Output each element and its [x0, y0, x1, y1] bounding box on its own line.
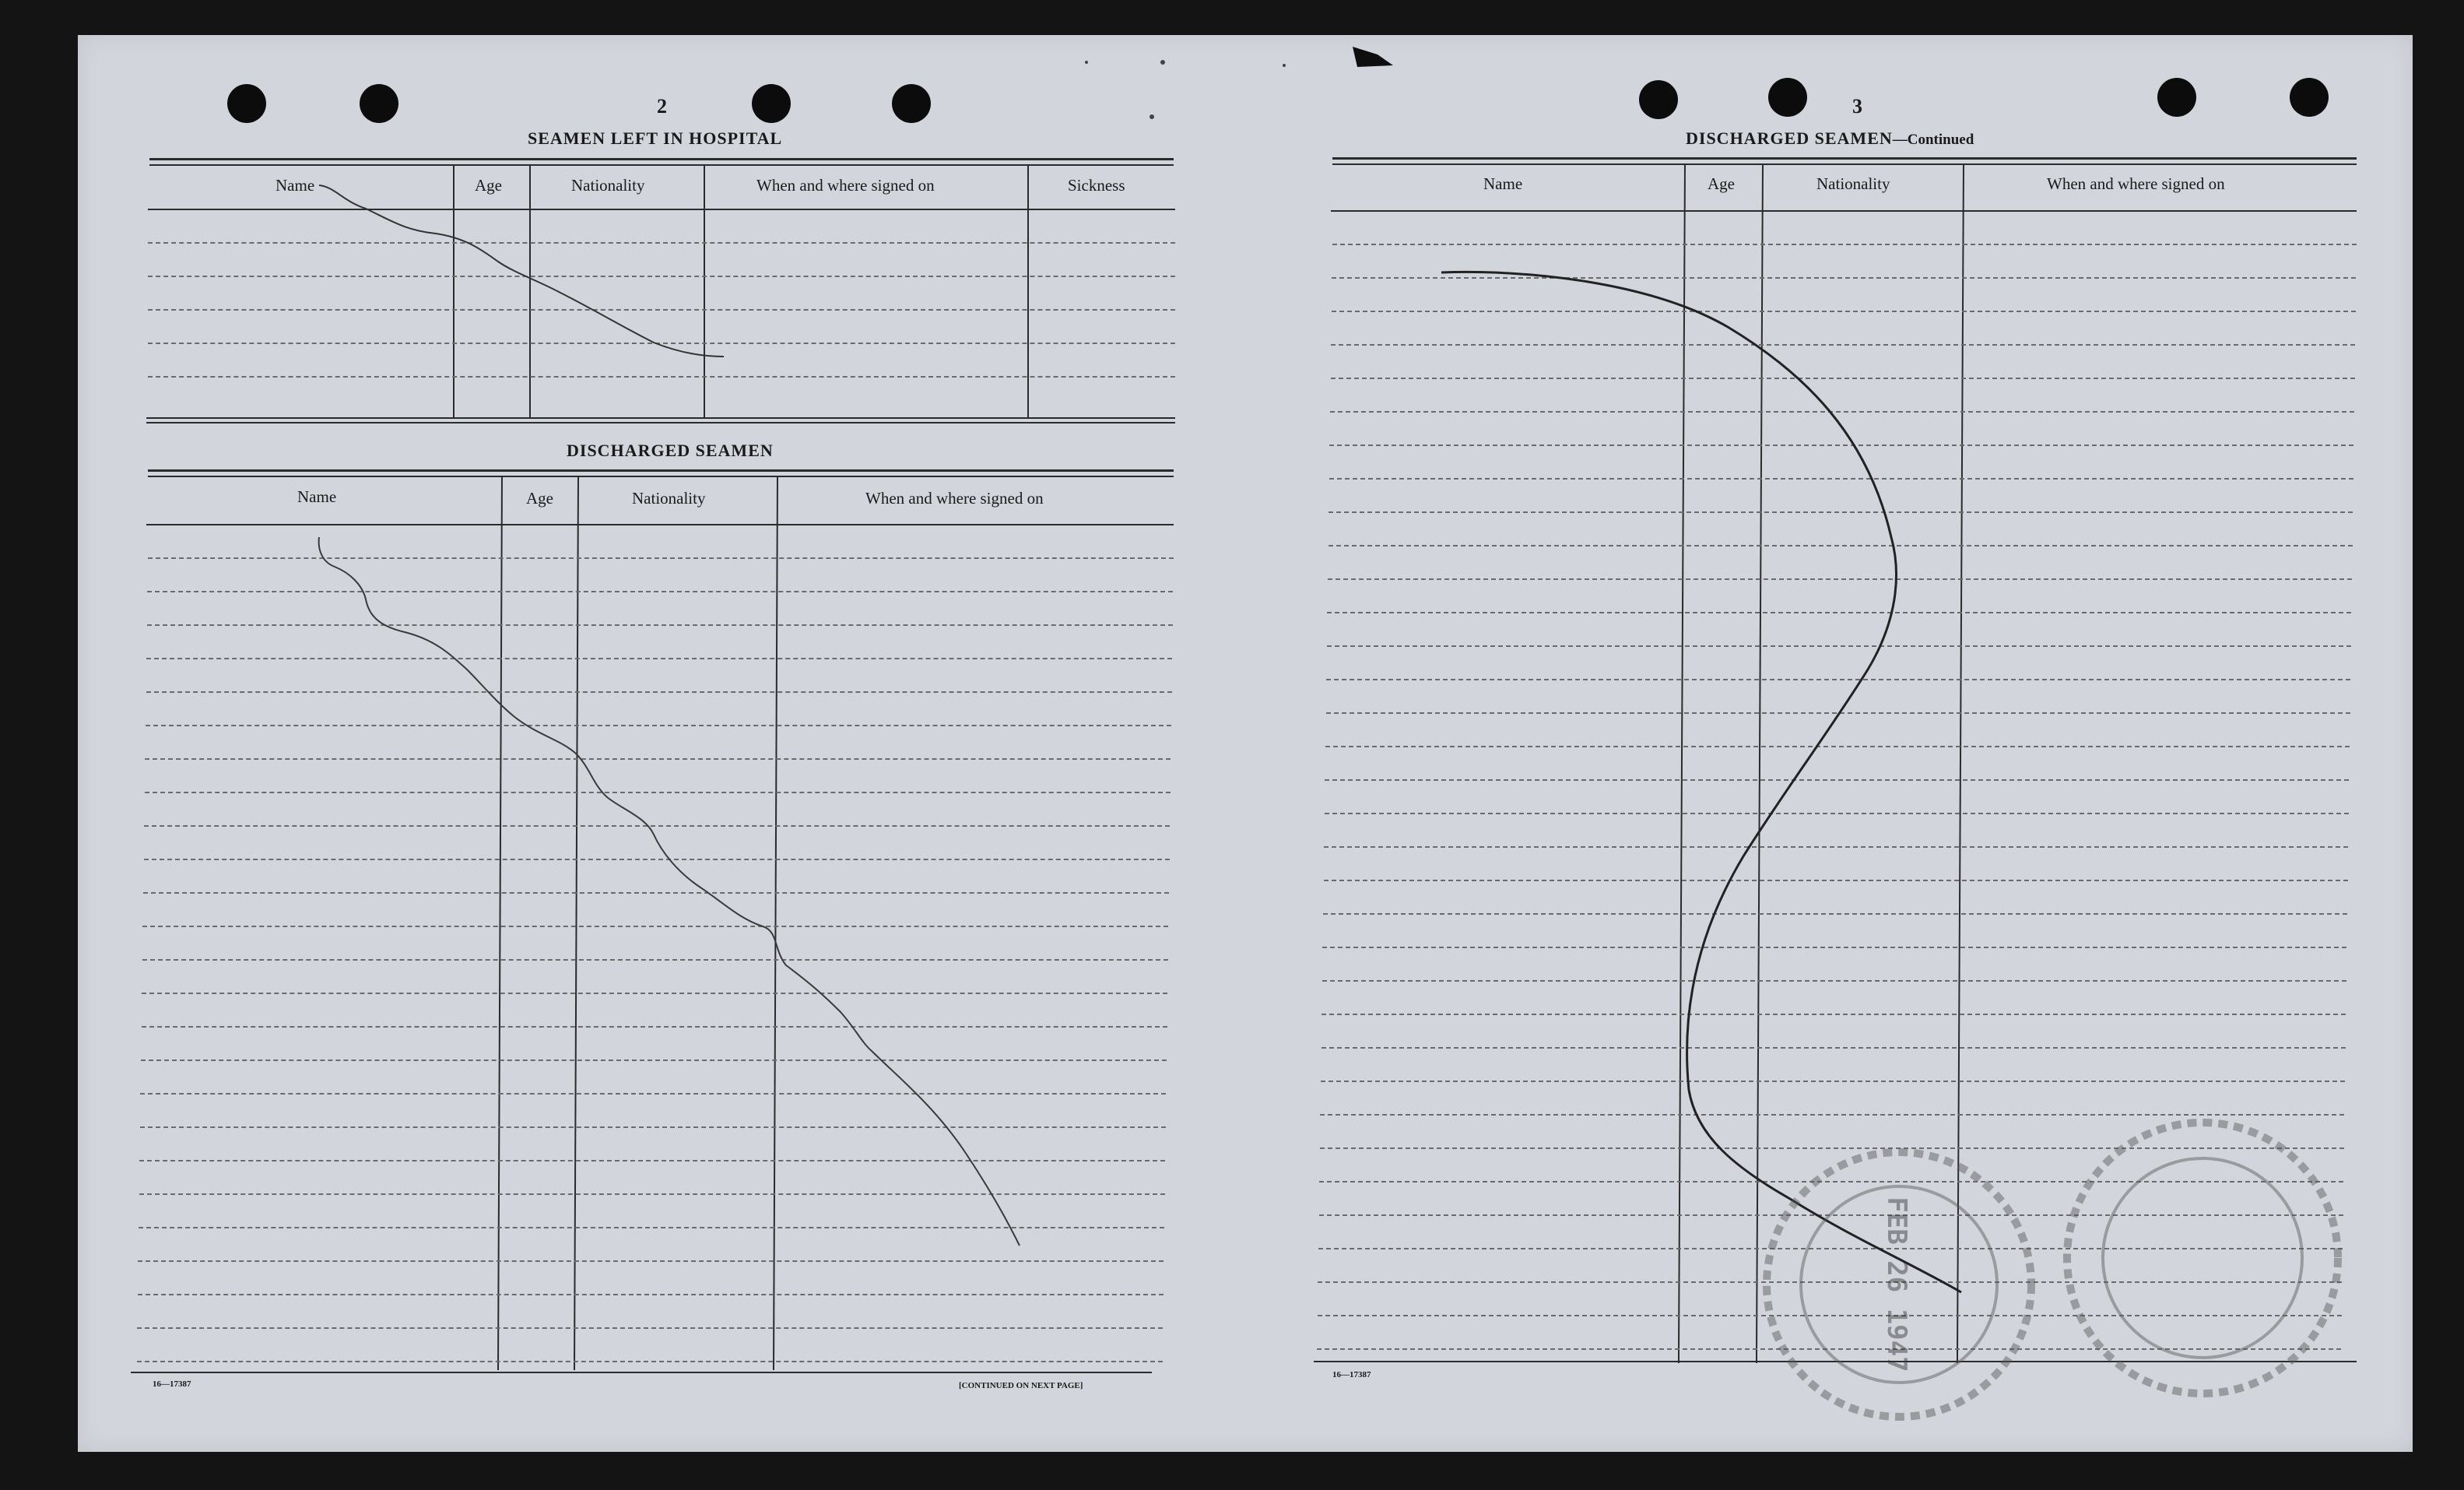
hospital-col-name: Name: [276, 176, 315, 195]
discharged-col-age: Age: [526, 489, 553, 508]
continued-note: [CONTINUED ON NEXT PAGE]: [959, 1381, 1083, 1390]
stamp-date: FEB 26 1947: [1881, 1197, 1912, 1372]
right-col-signed-on: When and where signed on: [2047, 174, 2225, 193]
hospital-col-sickness: Sickness: [1068, 176, 1125, 195]
discharged-section-title: DISCHARGED SEAMEN: [567, 441, 774, 460]
sheet-speck: [1283, 64, 1286, 67]
received-stamp: [1767, 1123, 2338, 1417]
hospital-col-signed-on: When and where signed on: [756, 176, 935, 195]
pen-stroke: [1441, 272, 1961, 1292]
discharged-col-nationality: Nationality: [632, 489, 706, 508]
sheet-speck: [1150, 114, 1154, 119]
hospital-col-nationality: Nationality: [571, 176, 645, 195]
right-col-nationality: Nationality: [1816, 174, 1890, 193]
right-section-title-main: DISCHARGED SEAMEN: [1686, 128, 1893, 148]
hospital-col-age: Age: [475, 176, 502, 195]
sheet-speck: [1085, 61, 1088, 64]
left-page-number: 2: [657, 95, 667, 118]
left-form-number: 16—17387: [153, 1379, 191, 1389]
sheet-notch: [1353, 47, 1393, 67]
right-col-name: Name: [1483, 174, 1523, 193]
right-section-title-suffix: —Continued: [1892, 132, 1974, 148]
right-col-age: Age: [1708, 174, 1735, 193]
hospital-section-title: SEAMEN LEFT IN HOSPITAL: [528, 128, 783, 148]
right-form-number: 16—17387: [1332, 1370, 1371, 1379]
sheet-speck: [1160, 60, 1165, 65]
right-page-number: 3: [1852, 95, 1862, 118]
discharged-col-name: Name: [297, 487, 337, 506]
pen-stroke: [319, 537, 1020, 1246]
pen-stroke: [319, 185, 724, 357]
discharged-col-signed-on: When and where signed on: [865, 489, 1044, 508]
